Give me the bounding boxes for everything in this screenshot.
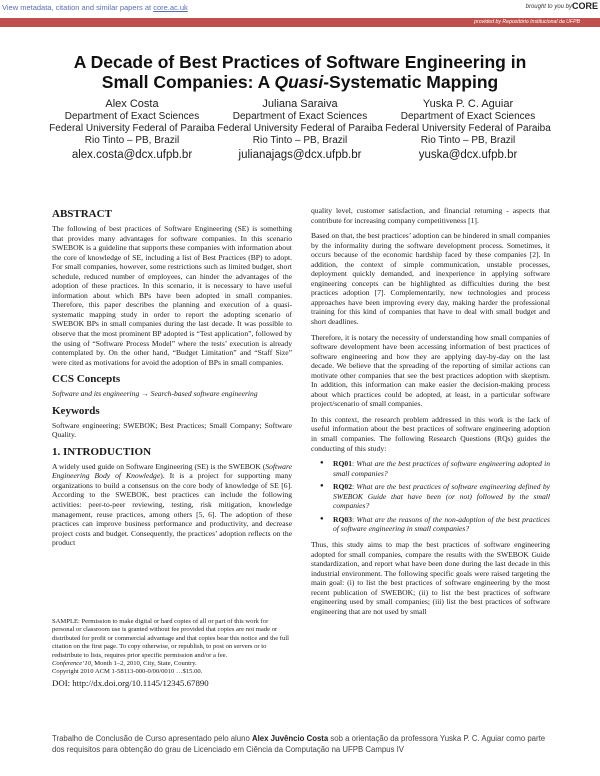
author-dept: Department of Exact Sciences xyxy=(400,111,536,122)
list-item xyxy=(311,482,550,511)
keywords-heading: Keywords xyxy=(52,404,100,417)
footer-part-2: sob a orientação da professora Yuska P. C. Aguiar como parte dos requisitos para obtenção do grau de Licenciado em Ciência da Computação na UFPB Campus IV xyxy=(52,734,546,754)
paragraph-3: Therefore, it is notary the necessity of understanding how small companies of software development have been accessing information of best practices of software engineering and how they are applying day-by-day on the last decade. We believe that the spreading of the reporting of similar actions can motivate other companies that see the best practices adoption with skeptism. In addition, this information can make easier the decision-making process about which practices could be adopted, at least, in a particular software project/scenario of small companies. xyxy=(311,332,550,409)
rq-text: What are the reasons of the non-adoption of the best practices of software engineering in small companies? xyxy=(333,514,550,534)
permission-text: SAMPLE: Permission to make digital or hard copies of all or part of this work for personal or classroom use is granted without fee provided that copies are not made or distributed for profit or commercial advantage and that copies bear this notice and the full citation on the first page. To copy otherwise, or republish, to post on servers or to redistribute to lists, requires prior specific permission and/or a fee. xyxy=(52,618,289,659)
author-dept: Department of Exact Sciences xyxy=(232,111,368,122)
left-column xyxy=(52,206,292,548)
ccs-heading: CCS Concepts xyxy=(52,373,121,386)
rq-separator: : xyxy=(351,514,357,524)
rq-separator: : xyxy=(351,459,357,469)
title-part-b: -Systematic Mapping xyxy=(323,72,499,92)
rq-text: What are the best practices of software engineering adopted in small companies? xyxy=(333,459,550,478)
core-logo[interactable]: CORE xyxy=(571,1,598,11)
author-email: alex.costa@dcx.ufpb.br xyxy=(71,148,193,161)
list-item xyxy=(311,459,550,478)
paper-title xyxy=(40,52,560,92)
right-column xyxy=(311,206,550,616)
ccs-text: Software and its engineering → Search-based software engineering xyxy=(52,389,258,399)
core-link[interactable]: core.ac.uk xyxy=(153,3,188,12)
author-univ: Federal University Federal of Paraiba xyxy=(49,123,215,135)
paragraph-4: In this context, the research problem addressed in this work is the lack of useful information about the best practices of software engineering adoption in small companies. The following Research Questions (RQs) guides the conducting of this study: xyxy=(311,414,550,453)
author-email: yuska@dcx.ufpb.br xyxy=(418,148,518,161)
intro-italic: Software Engineering Body of Knowledge xyxy=(52,461,292,481)
metadata-notice xyxy=(2,3,188,12)
paragraph-2: Based on that, the best practices’ adoption can be hindered in small companies by the informality during the software development process. Sometimes, it occurs because of the economic hardship faced by these companies [2]. In addition, the context of simple communication, unstable processes, deployment quickly demanded, and inexperience in applying software engineering concepts can be highlighted as difficulties during the best practices adoption [7]. Complementarily, new technologies and process approaches have been improving every day, making harder the professional training for this kind of companies that have to deal with small budget and short deadlines. xyxy=(311,231,550,327)
author-block xyxy=(48,97,552,162)
provider-text: provided by Repositório Institucional da UFPB xyxy=(474,19,580,25)
provider-band xyxy=(0,18,600,27)
rq-label: RQ01 xyxy=(333,459,352,469)
author-3 xyxy=(384,97,552,162)
abstract-text: The following of best practices of Software Engineering (SE) is something that provides many advantages for software companies. In this scenario SWEBOK is a guideline that supports these companies with information about the core of knowledge of SE, including a list of Best Practices (BP) to adopt. For small companies, however, some restrictions such as limited budget, short schedule, reduced number of employees, can hinder the advantages of the adoption of these practices. In this scenario, it is necessary to have useful information about which BPs have been adopted in small companies. Therefore, this paper describes the planning and execution of a quasi-systematic mapping study in order to report the adopting scenario of SWEBOK BPs in small companies during the last decade. It was possible to observe that the most prominent BP adopted is “Test application”, followed by the using of “Software Process Model” where the tests’ execution is already contemplated by. On the other hand, “Budget Limitation” and “Staff Size” were cited as motivations for avoid the adoption of BPs in small companies. xyxy=(52,224,292,367)
author-city: Rio Tinto – PB, Brazil xyxy=(420,135,516,147)
author-name: Juliana Saraiva xyxy=(262,98,338,110)
keywords-text: Software engineering; SWEBOK; Best Practices; Small Company; Software Quality. xyxy=(52,420,292,440)
author-city: Rio Tinto – PB, Brazil xyxy=(84,135,180,147)
title-line-1: A Decade of Best Practices of Software Engineering in xyxy=(73,52,527,72)
permission-notice xyxy=(52,618,292,689)
rq-text: What are the best practices of software engineering defined by SWEBOK Guide that have been (or not) followed by the small companies? xyxy=(333,482,550,511)
author-name: Yuska P. C. Aguiar xyxy=(422,98,514,110)
list-item xyxy=(311,515,550,534)
title-line-2 xyxy=(40,72,560,92)
copyright-line: Copyright 2010 ACM 1-58113-000-0/00/0010 …$15.00. xyxy=(52,668,203,676)
research-questions xyxy=(311,459,550,534)
thesis-footnote xyxy=(52,733,552,755)
title-italic: Quasi xyxy=(274,72,324,92)
intro-part-b: ). It is a project for supporting many organizations to build a consensus on the core body of knowledge of SE [6]. According to the SWEBOK, best practices can include the following activities: peer-to-peer reviewing, testing, risk mitigation, knowledge management, reuse practices, among others [5, 6]. The adoption of these practices can improve business performance and productivity, and decrease project costs and budget. Consequently, the practices’ adoption reflects on the product xyxy=(52,471,292,548)
paragraph-1: quality level, customer satisfaction, and financial returning - aspects that contribute for increasing company competitiveness [1]. xyxy=(311,206,550,225)
conference-name: Conference’10 xyxy=(52,660,91,668)
intro-part-a: A widely used guide on Software Engineering (SE) is the SWEBOK ( xyxy=(52,461,266,471)
author-univ: Federal University Federal of Paraiba xyxy=(217,123,383,135)
introduction-text xyxy=(52,462,292,548)
rq-separator: : xyxy=(351,482,357,492)
repository-bar xyxy=(0,0,600,18)
title-part-a: Small Companies: A xyxy=(101,72,275,92)
conference-line xyxy=(52,660,292,668)
doi-link[interactable]: DOI: http://dx.doi.org/10.1145/12345.67890 xyxy=(52,677,209,688)
footer-part-1: Trabalho de Conclusão de Curso apresentado pelo aluno xyxy=(52,734,252,743)
paragraph-5: Thus, this study aims to map the best practices of software engineering adopted for small companies, compare the results with the SWEBOK Guide standardization, and report what have been done during the last decade in this industrial environment. The following specific goals were raised targeting the main goal: (i) to list the best practices of software engineering by the most recent publication of SWEBOK; (ii) to list the best practices of software engineering used by small companies; (iii) list the best practices of software engineering that are not used by small xyxy=(311,539,550,616)
author-email: julianajags@dcx.ufpb.br xyxy=(238,148,362,161)
author-name: Alex Costa xyxy=(105,98,159,110)
introduction-heading: 1. INTRODUCTION xyxy=(52,445,152,458)
author-univ: Federal University Federal of Paraiba xyxy=(385,123,551,135)
rq-label: RQ03 xyxy=(333,514,352,524)
author-dept: Department of Exact Sciences xyxy=(64,111,200,122)
author-1 xyxy=(48,97,216,162)
abstract-heading: ABSTRACT xyxy=(52,208,112,220)
metadata-text: View metadata, citation and similar papers at xyxy=(2,3,152,12)
author-city: Rio Tinto – PB, Brazil xyxy=(252,135,348,147)
rq-label: RQ02 xyxy=(333,482,352,492)
conference-details: , Month 1–2, 2010, City, State, Country. xyxy=(90,660,197,668)
author-2 xyxy=(216,97,384,162)
student-name: Alex Juvêncio Costa xyxy=(251,734,329,743)
brought-by-text: brought to you by xyxy=(525,4,572,10)
